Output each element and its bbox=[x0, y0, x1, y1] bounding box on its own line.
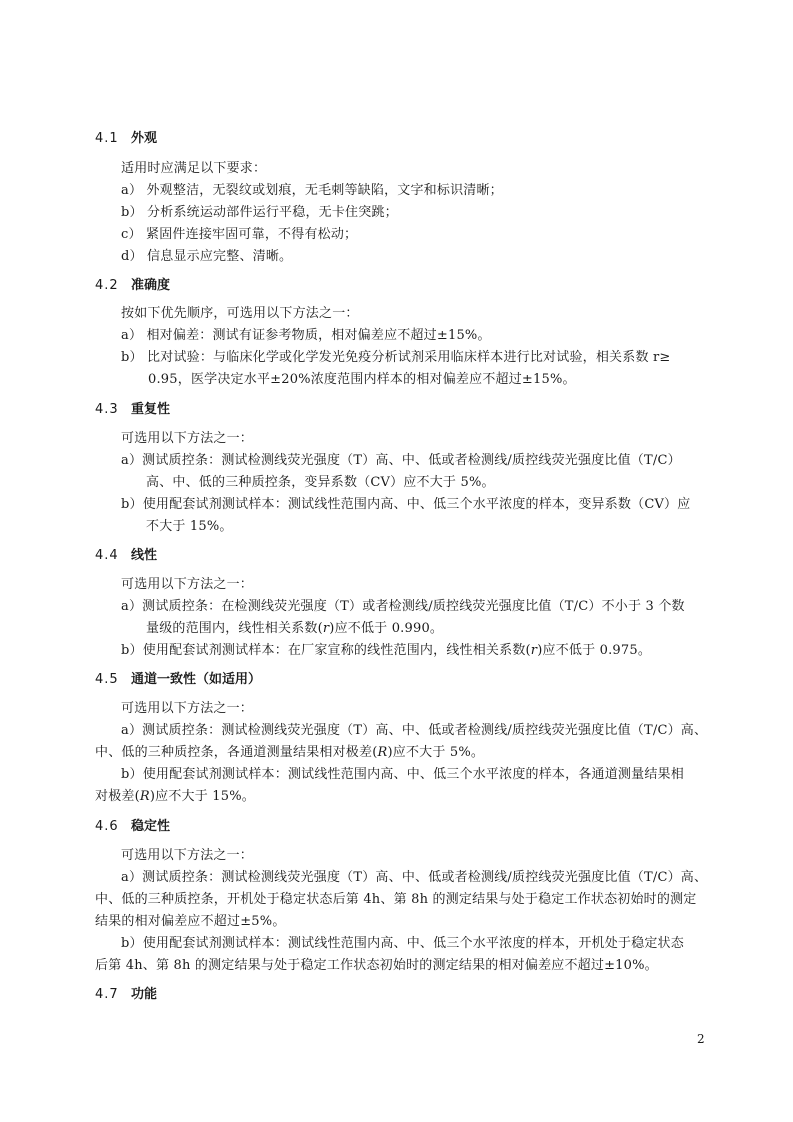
section-number: 4.7 bbox=[95, 987, 119, 1002]
section-4-3-item-b-line1: b）使用配套试剂测试样本：测试线性范围内高、中、低三个水平浓度的样本，变异系数（CV）应 bbox=[121, 497, 691, 512]
section-title: 功能 bbox=[131, 987, 158, 1002]
section-4-1-item-a: a） 外观整洁，无裂纹或划痕，无毛刺等缺陷，文字和标识清晰； bbox=[121, 183, 503, 198]
text-span: 量级的范围内，线性相关系数( bbox=[146, 621, 323, 636]
section-title: 通道一致性（如适用） bbox=[131, 672, 262, 687]
section-4-5-item-b-line2 bbox=[95, 788, 255, 806]
text-span: )应不大于 5%。 bbox=[387, 745, 485, 760]
section-title: 重复性 bbox=[131, 402, 171, 417]
section-title: 稳定性 bbox=[131, 819, 171, 834]
section-4-2-item-b-line1: b） 比对试验：与临床化学或化学发光免疫分析试剂采用临床样本进行比对试验，相关系数 r≥ bbox=[121, 350, 671, 365]
section-4-6-item-a-line2: 中、低的三种质控条，开机处于稳定状态后第 4h、第 8h 的测定结果与处于稳定工作状态初始时的测定 bbox=[95, 892, 697, 907]
section-4-4-heading bbox=[95, 547, 157, 565]
section-4-7-heading bbox=[95, 986, 157, 1004]
section-title: 准确度 bbox=[131, 278, 171, 293]
section-4-1-heading bbox=[95, 130, 157, 148]
section-4-4-item-a-line1: a）测试质控条：在检测线荧光强度（T）或者检测线/质控线荧光强度比值（T/C）不小于 3 个数 bbox=[121, 599, 685, 614]
section-4-6-item-b-line1: b）使用配套试剂测试样本：测试线性范围内高、中、低三个水平浓度的样本，开机处于稳定状态 bbox=[121, 936, 684, 951]
section-4-3-item-a-line1: a）测试质控条：测试检测线荧光强度（T）高、中、低或者检测线/质控线荧光强度比值（T/C） bbox=[121, 453, 681, 468]
section-4-2-item-b-line2: 0.95，医学决定水平±20%浓度范围内样本的相对偏差应不超过±15%。 bbox=[148, 372, 576, 387]
section-4-6-heading bbox=[95, 818, 170, 836]
section-4-4-item-a-line2 bbox=[146, 620, 443, 638]
section-4-5-item-b-line1: b）使用配套试剂测试样本：测试线性范围内高、中、低三个水平浓度的样本，各通道测量结果相 bbox=[121, 767, 684, 782]
section-number: 4.1 bbox=[95, 131, 119, 146]
section-number: 4.3 bbox=[95, 402, 119, 417]
section-4-1-intro: 适用时应满足以下要求： bbox=[121, 161, 267, 176]
section-4-2-item-a: a） 相对偏差：测试有证参考物质，相对偏差应不超过±15%。 bbox=[121, 328, 491, 343]
section-4-5-item-a-line2 bbox=[95, 744, 484, 762]
section-number: 4.6 bbox=[95, 819, 119, 834]
text-span: )应不低于 0.990。 bbox=[329, 621, 444, 636]
section-number: 4.5 bbox=[95, 672, 119, 687]
text-span: 中、低的三种质控条，各通道测量结果相对极差( bbox=[95, 745, 378, 760]
section-4-3-item-a-line2: 高、中、低的三种质控条，变异系数（CV）应不大于 5%。 bbox=[146, 475, 495, 490]
section-4-3-intro: 可选用以下方法之一： bbox=[121, 431, 254, 446]
section-4-5-item-a-line1: a）测试质控条：测试检测线荧光强度（T）高、中、低或者检测线/质控线荧光强度比值（T/C）高、 bbox=[121, 723, 708, 738]
section-4-2-heading bbox=[95, 277, 170, 295]
section-4-5-heading bbox=[95, 671, 261, 689]
text-span: 对极差( bbox=[95, 789, 140, 804]
variable-R: R bbox=[139, 789, 150, 804]
section-4-2-intro: 按如下优先顺序，可选用以下方法之一： bbox=[121, 306, 359, 321]
section-4-3-item-b-line2: 不大于 15%。 bbox=[146, 519, 233, 534]
section-4-4-intro: 可选用以下方法之一： bbox=[121, 577, 254, 592]
section-4-4-item-b bbox=[121, 642, 651, 660]
section-title: 线性 bbox=[131, 548, 158, 563]
section-4-6-intro: 可选用以下方法之一： bbox=[121, 848, 254, 863]
section-4-6-item-a-line3: 结果的相对偏差应不超过±5%。 bbox=[95, 914, 286, 929]
section-4-6-item-b-line2: 后第 4h、第 8h 的测定结果与处于稳定工作状态初始时的测定结果的相对偏差应不超过±10%。 bbox=[95, 958, 658, 973]
section-4-1-item-b: b） 分析系统运动部件运行平稳，无卡住突跳； bbox=[121, 205, 398, 220]
section-4-1-item-d: d） 信息显示应完整、清晰。 bbox=[121, 249, 293, 264]
section-number: 4.4 bbox=[95, 548, 119, 563]
section-4-5-intro: 可选用以下方法之一： bbox=[121, 701, 254, 716]
section-4-6-item-a-line1: a）测试质控条：测试检测线荧光强度（T）高、中、低或者检测线/质控线荧光强度比值（T/C）高、 bbox=[121, 870, 708, 885]
text-span: b）使用配套试剂测试样本：在厂家宣称的线性范围内，线性相关系数( bbox=[121, 643, 531, 658]
section-4-3-heading bbox=[95, 401, 170, 419]
section-title: 外观 bbox=[131, 131, 158, 146]
section-number: 4.2 bbox=[95, 278, 119, 293]
page-number: 2 bbox=[697, 1032, 705, 1046]
variable-r: r bbox=[322, 621, 330, 636]
variable-r: r bbox=[530, 643, 538, 658]
variable-R: R bbox=[377, 745, 388, 760]
text-span: )应不大于 15%。 bbox=[149, 789, 255, 804]
text-span: )应不低于 0.975。 bbox=[537, 643, 652, 658]
section-4-1-item-c: c） 紧固件连接牢固可靠，不得有松动； bbox=[121, 227, 358, 242]
